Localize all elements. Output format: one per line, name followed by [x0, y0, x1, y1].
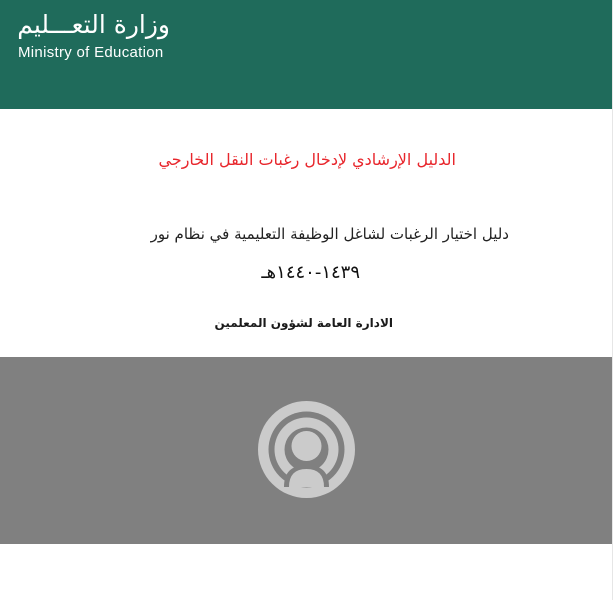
- document-subtitle: دليل اختيار الرغبات لشاغل الوظيفة التعليمية في نظام نور: [150, 225, 509, 243]
- ministry-logo-arabic: وزارة التعـــليم: [17, 10, 170, 39]
- embedded-media[interactable]: [0, 357, 612, 544]
- podcast-icon: [256, 399, 357, 500]
- ministry-header: [0, 0, 612, 109]
- department-name: الادارة العامة لشؤون المعلمين: [214, 316, 393, 330]
- document-year: ١٤٣٩-١٤٤٠هـ: [261, 262, 360, 283]
- ministry-logo-english: Ministry of Education: [18, 44, 164, 61]
- document-title: الدليل الإرشادي لإدخال رغبات النقل الخارجي: [158, 150, 456, 169]
